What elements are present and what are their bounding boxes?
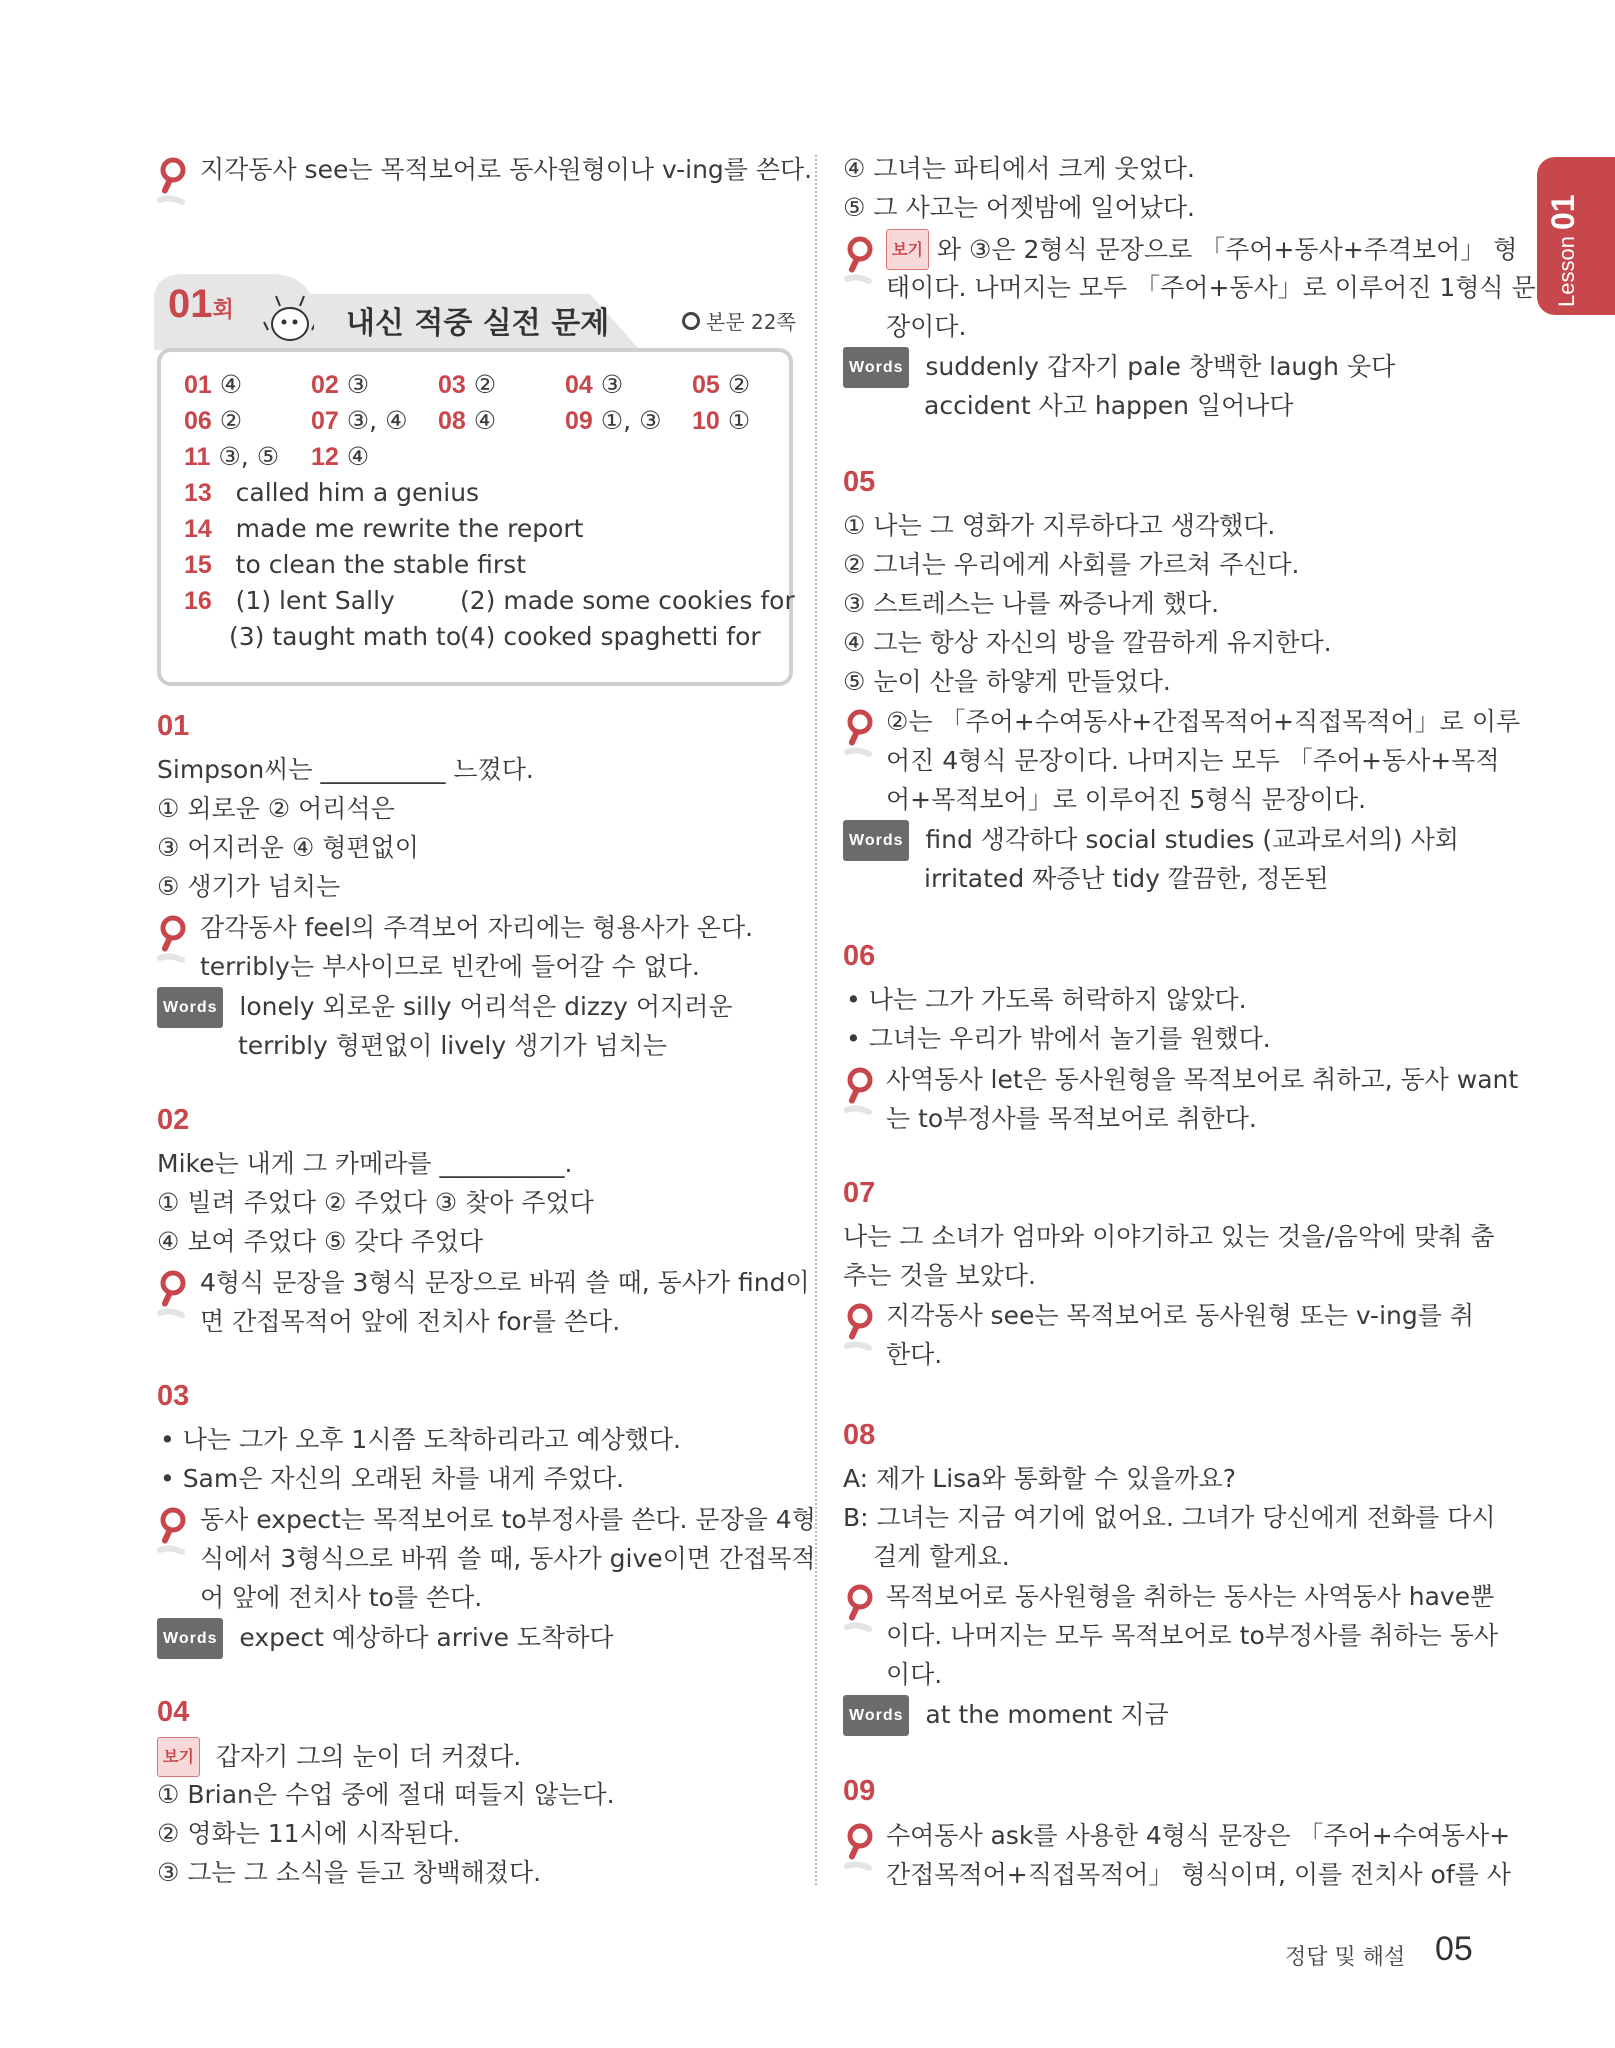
choice-line: ③ 어지러운 ④ 형편없이 <box>157 833 419 862</box>
dialogue-line: B: 그녀는 지금 여기에 없어요. 그녀가 당신에게 전화를 다시 <box>843 1503 1496 1532</box>
question-number: 02 <box>157 1104 190 1136</box>
dialogue-line: 걸게 할게요. <box>873 1542 1010 1571</box>
question-text: • 그녀는 우리가 밖에서 놀기를 원했다. <box>846 1024 1271 1053</box>
footer-label: 정답 및 해설 <box>1285 1945 1406 1970</box>
question-text: 추는 것을 보았다. <box>843 1261 1036 1290</box>
question-text: • 나는 그가 오후 1시쯤 도착하리라고 예상했다. <box>160 1425 681 1454</box>
section-number: 01회 <box>168 282 234 326</box>
mascot-icon <box>262 292 314 344</box>
explanation-line: 사역동사 let은 동사원형을 목적보어로 취하고, 동사 want <box>886 1065 1519 1094</box>
explanation-line: 어 앞에 전치사 to를 쓴다. <box>200 1583 483 1612</box>
words-line: accident 사고 happen 일어나다 <box>924 391 1294 420</box>
answer-11: 11 ③, ⑤ <box>184 442 280 471</box>
section-title: 내신 적중 실전 문제 <box>346 306 610 341</box>
answer-01: 01 ④ <box>184 370 243 399</box>
question-text: • Sam은 자신의 오래된 차를 내게 주었다. <box>160 1464 625 1493</box>
answer-07: 07 ③, ④ <box>311 406 408 435</box>
question-text: 나는 그 소녀가 엄마와 이야기하고 있는 것을/음악에 맞춰 춤 <box>843 1222 1495 1251</box>
bogi-badge: 보기 <box>157 1737 200 1777</box>
words-line: Words lonely 외로운 silly 어리석은 dizzy 어지러운 <box>157 987 733 1028</box>
choice-line: ② 영화는 11시에 시작된다. <box>157 1819 461 1848</box>
magnifier-icon <box>156 156 190 206</box>
explanation-line: 지각동사 see는 목적보어로 동사원형 또는 v-ing를 취 <box>886 1301 1474 1330</box>
explanation-line: 면 간접목적어 앞에 전치사 for를 쓴다. <box>200 1307 621 1336</box>
explanation-line: 어진 4형식 문장이다. 나머지는 모두 「주어+동사+목적 <box>886 746 1500 775</box>
question-number: 04 <box>157 1696 190 1728</box>
words-badge: Words <box>843 820 909 861</box>
question-number: 07 <box>843 1177 876 1209</box>
question-number: 09 <box>843 1775 876 1807</box>
answer-05: 05 ② <box>692 370 751 399</box>
choice-line: ① Brian은 수업 중에 절대 떠들지 않는다. <box>157 1780 615 1809</box>
explanation-line: 4형식 문장을 3형식 문장으로 바꿔 쓸 때, 동사가 find이 <box>200 1268 810 1297</box>
answer-09: 09 ①, ③ <box>565 406 662 435</box>
answer-02: 02 ③ <box>311 370 370 399</box>
words-line: irritated 짜증난 tidy 깔끔한, 정돈된 <box>924 864 1329 893</box>
circle-bullet-icon <box>682 312 700 330</box>
answer-04: 04 ③ <box>565 370 624 399</box>
answer-06: 06 ② <box>184 406 243 435</box>
choice-line: ① 나는 그 영화가 지루하다고 생각했다. <box>843 511 1276 540</box>
answer-16-2: (2) made some cookies for <box>460 586 795 615</box>
magnifier-icon <box>843 235 877 285</box>
question-text: • 나는 그가 가도록 허락하지 않았다. <box>846 985 1247 1014</box>
explanation-line: 수여동사 ask를 사용한 4형식 문장은 「주어+수여동사+ <box>886 1821 1511 1850</box>
question-number: 03 <box>157 1380 190 1412</box>
explanation-line: 이다. <box>886 1660 943 1689</box>
answer-10: 10 ① <box>692 406 751 435</box>
answer-14: 14 made me rewrite the report <box>184 514 584 543</box>
explanation-line: 장이다. <box>886 312 967 341</box>
explanation-line: 이다. 나머지는 모두 목적보어로 to부정사를 취하는 동사 <box>886 1621 1499 1650</box>
question-text: Mike는 내게 그 카메라를 __________. <box>157 1149 573 1178</box>
explanation-line: 간접목적어+직접목적어」 형식이며, 이를 전치사 of를 사 <box>886 1860 1511 1889</box>
answer-15: 15 to clean the stable first <box>184 550 527 579</box>
answer-03: 03 ② <box>438 370 497 399</box>
explanation-line: 식에서 3형식으로 바꿔 쓸 때, 동사가 give이면 간접목적 <box>200 1544 816 1573</box>
choice-line: ④ 그는 항상 자신의 방을 깔끔하게 유지한다. <box>843 628 1332 657</box>
choice-line: ① 외로운 ② 어리석은 <box>157 794 395 823</box>
explanation-line: terribly는 부사이므로 빈칸에 들어갈 수 없다. <box>200 952 700 981</box>
question-number: 05 <box>843 466 876 498</box>
answer-13: 13 called him a genius <box>184 478 480 507</box>
answer-12: 12 ④ <box>311 442 370 471</box>
explanation-line: ②는 「주어+수여동사+간접목적어+직접목적어」로 이루 <box>886 707 1521 736</box>
page-reference: 본문 22쪽 <box>682 306 796 335</box>
words-line: Words at the moment 지금 <box>843 1695 1169 1736</box>
question-number: 01 <box>157 710 190 742</box>
choice-line: ③ 그는 그 소식을 듣고 창백해졌다. <box>157 1858 542 1887</box>
choice-line: ⑤ 눈이 산을 하얗게 만들었다. <box>843 667 1171 696</box>
magnifier-icon <box>843 1066 877 1116</box>
lesson-label: Lesson01 <box>1545 194 1581 307</box>
explanation-line: 한다. <box>886 1340 943 1369</box>
words-badge: Words <box>843 347 909 388</box>
answer-08: 08 ④ <box>438 406 497 435</box>
magnifier-icon <box>843 1583 877 1633</box>
choice-line: ⑤ 그 사고는 어젯밤에 일어났다. <box>843 193 1195 222</box>
explanation-line: 태이다. 나머지는 모두 「주어+동사」로 이루어진 1형식 문 <box>886 273 1536 302</box>
explanation-line: 는 to부정사를 목적보어로 취한다. <box>886 1104 1257 1133</box>
explanation-line: 목적보어로 동사원형을 취하는 동사는 사역동사 have뿐 <box>886 1582 1495 1611</box>
page-number: 05 <box>1435 1930 1473 1968</box>
explanation-line: 감각동사 feel의 주격보어 자리에는 형용사가 온다. <box>200 913 754 942</box>
words-line: Words find 생각하다 social studies (교과로서의) 사회 <box>843 820 1459 861</box>
magnifier-icon <box>156 1506 190 1556</box>
words-line: terribly 형편없이 lively 생기가 넘치는 <box>238 1031 667 1060</box>
words-line: Words suddenly 갑자기 pale 창백한 laugh 웃다 <box>843 347 1395 388</box>
choice-line: ② 그녀는 우리에게 사회를 가르쳐 주신다. <box>843 550 1300 579</box>
answer-16-3: (3) taught math to <box>229 622 462 651</box>
words-badge: Words <box>157 987 223 1028</box>
magnifier-icon <box>843 1822 877 1872</box>
question-text: Simpson씨는 __________ 느꼈다. <box>157 755 534 784</box>
lesson-side-tab <box>1537 157 1615 315</box>
dialogue-line: A: 제가 Lisa와 통화할 수 있을까요? <box>843 1464 1236 1493</box>
question-number: 08 <box>843 1419 876 1451</box>
question-text: 보기 갑자기 그의 눈이 더 커졌다. <box>157 1737 521 1777</box>
explanation-line: 동사 expect는 목적보어로 to부정사를 쓴다. 문장을 4형 <box>200 1505 816 1534</box>
choice-line: ⑤ 생기가 넘치는 <box>157 872 341 901</box>
choice-line: ① 빌려 주었다 ② 주었다 ③ 찾아 주었다 <box>157 1188 594 1217</box>
words-badge: Words <box>157 1618 223 1659</box>
answer-16: 16 (1) lent Sally <box>184 586 395 615</box>
explanation-line: 어+목적보어」로 이루어진 5형식 문장이다. <box>886 785 1367 814</box>
bogi-badge: 보기 <box>886 229 929 270</box>
choice-line: ④ 그녀는 파티에서 크게 웃었다. <box>843 154 1195 183</box>
choice-line: ③ 스트레스는 나를 짜증나게 했다. <box>843 589 1220 618</box>
answer-16-4: (4) cooked spaghetti for <box>460 622 761 651</box>
top-left-note: 지각동사 see는 목적보어로 동사원형이나 v-ing를 쓴다. <box>200 155 813 184</box>
section-header <box>150 270 650 355</box>
question-number: 06 <box>843 940 876 972</box>
explanation-line: 보기 와 ③은 2형식 문장으로 「주어+동사+주격보어」 형 <box>886 229 1517 270</box>
magnifier-icon <box>843 708 877 758</box>
words-line: Words expect 예상하다 arrive 도착하다 <box>157 1618 614 1659</box>
magnifier-icon <box>843 1302 877 1352</box>
words-badge: Words <box>843 1695 909 1736</box>
magnifier-icon <box>156 1269 190 1319</box>
column-divider <box>815 155 817 1885</box>
magnifier-icon <box>156 914 190 964</box>
choice-line: ④ 보여 주었다 ⑤ 갖다 주었다 <box>157 1227 484 1256</box>
